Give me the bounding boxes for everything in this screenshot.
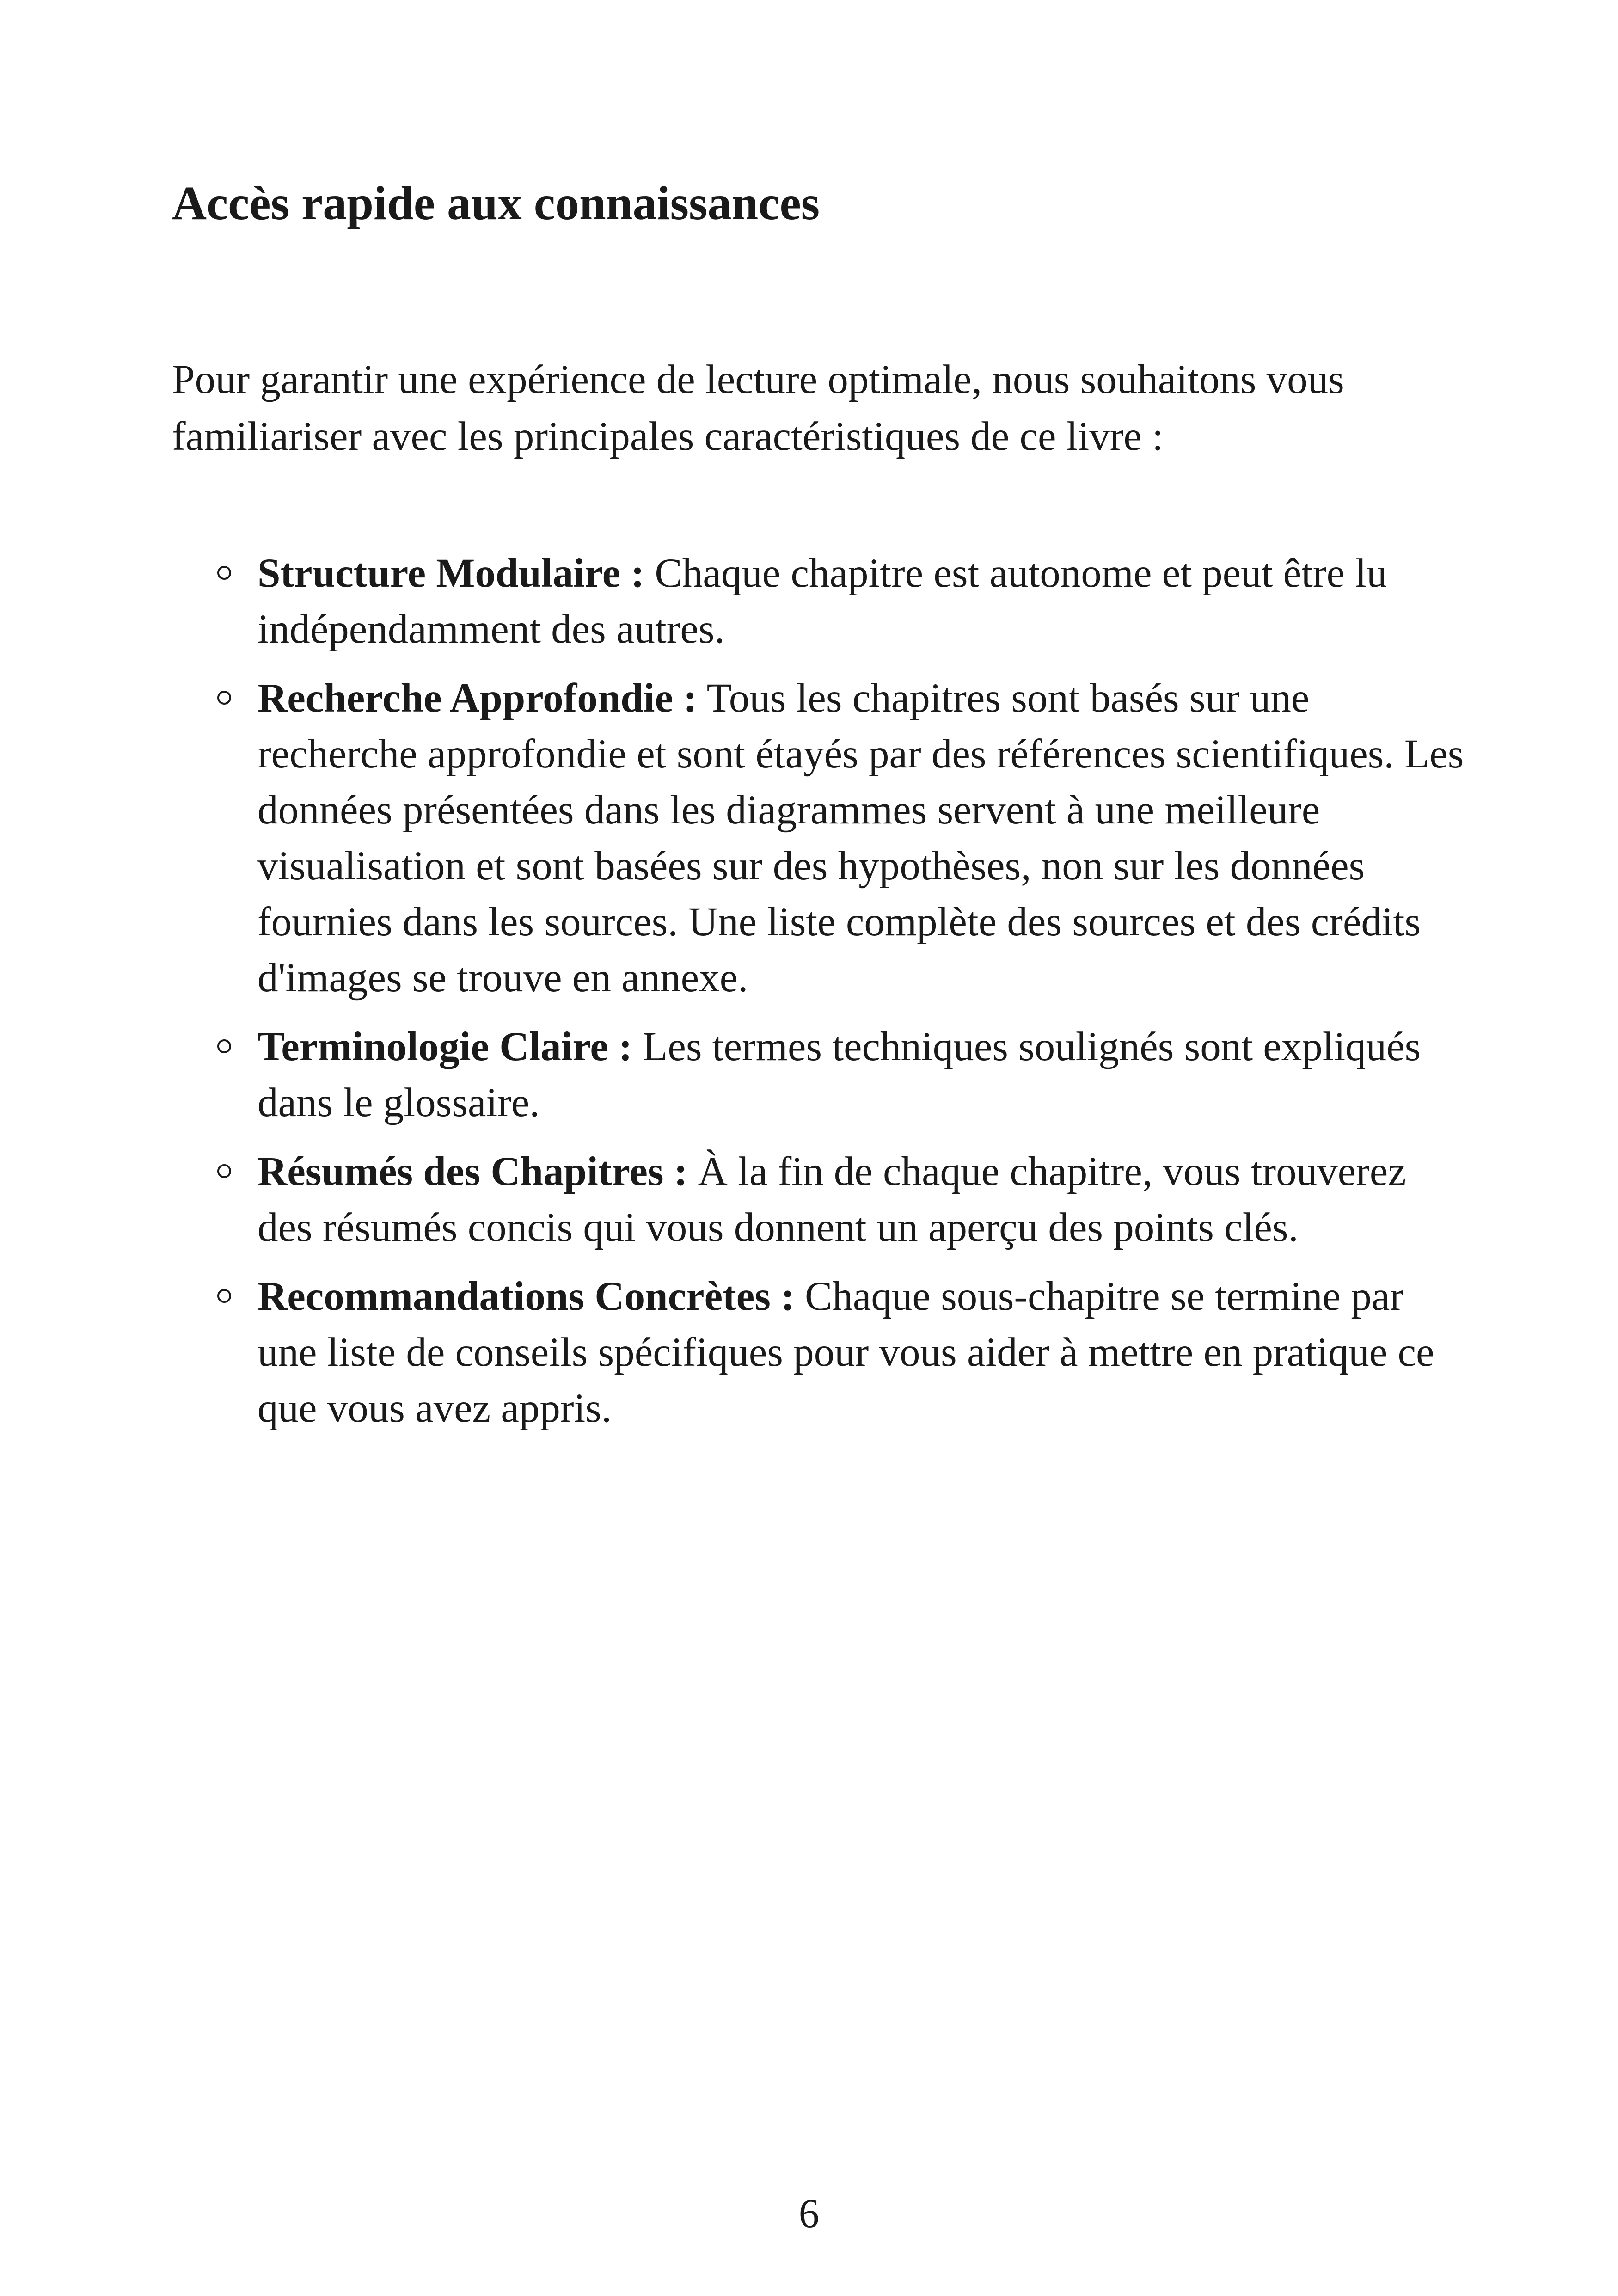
item-label: Terminologie Claire :: [257, 1024, 632, 1069]
item-text: Tous les chapitres sont basés sur une recherche approfondie et sont étayés par des références scientifiques. Les données présentées dans les diagrammes servent à une meilleure visualisation et sont basées sur des hypothèses, non sur les données fournies dans les sources. Une liste complète des sources et des crédits d'images se trouve en annexe.: [257, 675, 1464, 1001]
list-item-recherche-approfondie: [172, 670, 1466, 1006]
list-item-resumes-des-chapitres: [172, 1144, 1466, 1256]
hollow-circle-bullet-icon: [217, 1039, 231, 1053]
hollow-circle-bullet-icon: [217, 1164, 231, 1178]
list-item-terminologie-claire: [172, 1019, 1466, 1131]
item-label: Résumés des Chapitres :: [257, 1149, 688, 1194]
item-text: À la fin de chaque chapitre, vous trouverez des résumés concis qui vous donnent un aperçu des points clés.: [257, 1149, 1406, 1250]
list-item-structure-modulaire: [172, 546, 1466, 657]
intro-paragraph: Pour garantir une expérience de lecture optimale, nous souhaitons vous familiariser avec les principales caractéristiques de ce livre :: [172, 357, 1344, 459]
hollow-circle-bullet-icon: [217, 691, 231, 705]
item-text: Chaque sous-chapitre se termine par une liste de conseils spécifiques pour vous aider à mettre en pratique ce que vous avez appris.: [257, 1274, 1434, 1431]
page-number: 6: [798, 2191, 820, 2236]
hollow-circle-bullet-icon: [217, 566, 231, 580]
list-item-recommandations-concretes: [172, 1269, 1466, 1437]
item-label: Recherche Approfondie :: [257, 675, 697, 721]
feature-list: [172, 546, 1466, 1449]
item-label: Structure Modulaire :: [257, 551, 645, 596]
hollow-circle-bullet-icon: [217, 1289, 231, 1303]
item-text: Chaque chapitre est autonome et peut être lu indépendamment des autres.: [257, 551, 1387, 652]
item-label: Recommandations Concrètes :: [257, 1274, 795, 1319]
page-title: Accès rapide aux connaissances: [172, 177, 820, 230]
item-text: Les termes techniques soulignés sont expliqués dans le glossaire.: [257, 1024, 1421, 1125]
